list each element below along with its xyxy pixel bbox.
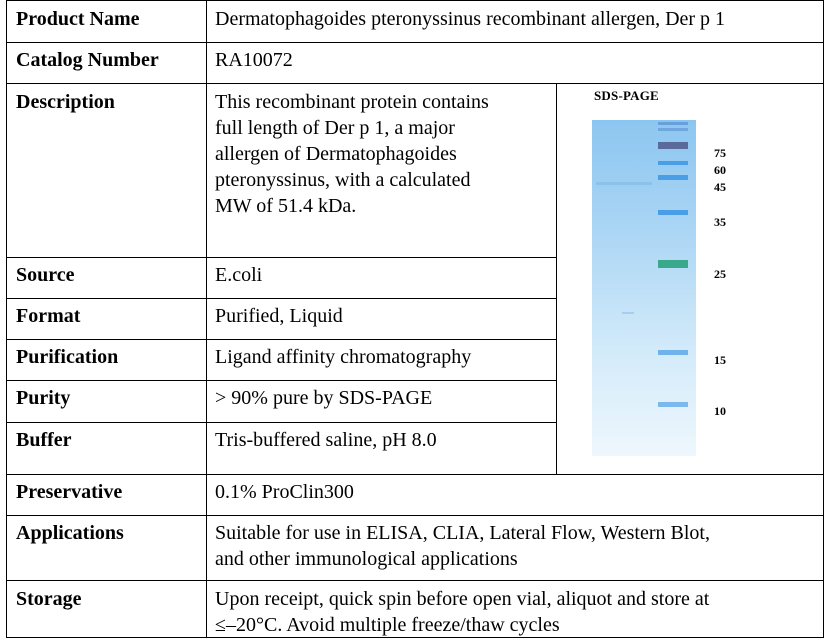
ladder-band-top (658, 122, 688, 125)
sample-band (596, 182, 652, 185)
label-preservative: Preservative (16, 481, 123, 503)
value-buffer: Tris-buffered saline, pH 8.0 (215, 429, 437, 451)
label-description: Description (16, 91, 115, 113)
mw-marker-25: 25 (714, 267, 726, 281)
ladder-band-top2 (658, 128, 688, 131)
mw-marker-35: 35 (714, 215, 726, 229)
value-storage: Upon receipt, quick spin before open vial, aliquot and store at ≤–20°C. Avoid multiple freeze/thaw cycles (215, 588, 710, 636)
value-product-name: Dermatophagoides pteronyssinus recombinant allergen, Der p 1 (215, 8, 726, 30)
value-catalog-number: RA10072 (215, 49, 293, 71)
label-purity: Purity (16, 387, 71, 409)
sds-page-figure (558, 86, 822, 474)
label-applications: Applications (16, 522, 124, 544)
value-description: This recombinant protein contains full length of Der p 1, a major allergen of Dermatophagoides pteronyssinus, with a calculated MW of 51.4 kDa. (215, 91, 489, 217)
figure-title: SDS-PAGE (594, 88, 659, 103)
label-catalog-number: Catalog Number (16, 49, 159, 71)
value-purity: > 90% pure by SDS-PAGE (215, 387, 433, 409)
label-purification: Purification (16, 346, 119, 368)
ladder-band-45 (658, 175, 688, 180)
value-format: Purified, Liquid (215, 305, 343, 327)
product-spec-table (6, 0, 824, 638)
label-product-name: Product Name (16, 8, 140, 30)
label-storage: Storage (16, 588, 82, 610)
sample-faint-band (622, 312, 634, 314)
ladder-band-15 (658, 350, 688, 355)
gel-image (592, 120, 696, 456)
mw-marker-45: 45 (714, 180, 726, 194)
mw-marker-60: 60 (714, 163, 726, 177)
value-source: E.coli (215, 264, 263, 286)
label-source: Source (16, 264, 75, 286)
value-applications: Suitable for use in ELISA, CLIA, Lateral Flow, Western Blot, and other immunological applications (215, 522, 710, 570)
label-buffer: Buffer (16, 429, 72, 451)
mw-marker-10: 10 (714, 404, 726, 418)
ladder-band-25 (658, 260, 688, 268)
ladder-band-35 (658, 210, 688, 215)
ladder-band-75 (658, 142, 688, 149)
mw-marker-75: 75 (714, 146, 726, 160)
label-format: Format (16, 305, 81, 327)
value-purification: Ligand affinity chromatography (215, 346, 472, 368)
ladder-band-60 (658, 161, 688, 165)
gel-lanes (592, 120, 696, 456)
value-preservative: 0.1% ProClin300 (215, 481, 354, 503)
mw-marker-15: 15 (714, 353, 726, 367)
ladder-band-10 (658, 402, 688, 407)
